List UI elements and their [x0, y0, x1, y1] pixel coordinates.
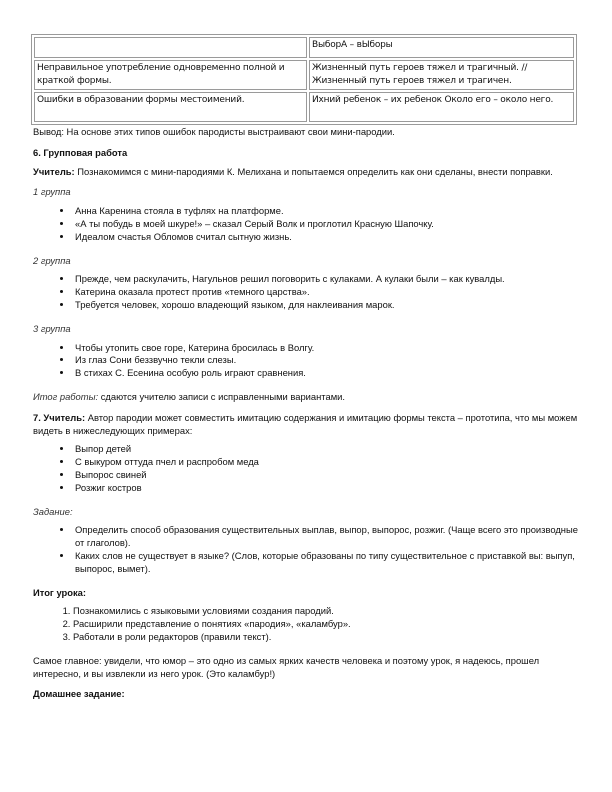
- list-item: 2. Расширили представление о понятиях «пародия», «каламбур».: [73, 618, 581, 631]
- errors-table: [31, 34, 577, 125]
- group-list: [33, 205, 581, 243]
- summary-heading: Итог урока:: [33, 586, 87, 598]
- group-title: 1 группа: [33, 186, 71, 198]
- section7-label: 7. Учитель:: [33, 411, 86, 423]
- list-item: • С выкуром оттуда пчел и распробом меда: [73, 456, 581, 469]
- teacher-label: Учитель:: [33, 165, 75, 177]
- main-conclusion-text: Самое главное: увидели, что юмор – это одно из самых ярких качеств человека и поэтому урок, я надеюсь, прошел интересно, и вы извлекли из него урок. (Это каламбур!): [33, 654, 540, 679]
- homework-heading: Домашнее задание:: [33, 688, 125, 700]
- table-cell: ВыборА – вЫборы: [309, 37, 574, 58]
- group-list: [33, 342, 581, 380]
- conclusion-text: Вывод: На основе этих типов ошибок пародисты выстраивают свои мини-пародии.: [33, 126, 395, 137]
- table-cell: Ошибки в образовании формы местоимений.: [34, 92, 307, 122]
- list-item: • Анна Каренина стояла в туфлях на платформе.: [73, 205, 581, 218]
- list-item: • Прежде, чем раскулачить, Нагульнов решил поговорить с кулаками. А кулаки были – как кувалды.: [73, 273, 581, 286]
- table-cell: Ихний ребенок – их ребенок Около его – около него.: [309, 92, 574, 122]
- list-item: • «А ты побудь в моей шкуре!» – сказал Серый Волк и проглотил Красную Шапочку.: [73, 218, 581, 231]
- list-item: • Из глаз Сони беззвучно текли слезы.: [73, 354, 581, 367]
- section7-paragraph: [33, 412, 581, 438]
- list-item: 3. Работали в роли редакторов (правили текст).: [73, 631, 581, 644]
- group-list: [33, 273, 581, 311]
- list-item: • В стихах С. Есенина особую роль играют сравнения.: [73, 367, 581, 380]
- task-list: [33, 524, 581, 575]
- table-row: [34, 37, 574, 58]
- section7-text: Автор пародии может совместить имитацию содержания и имитацию формы текста – прототипа, что мы можем видеть в нижеследующих примерах:: [33, 411, 578, 436]
- list-item: • Выпор детей: [73, 443, 581, 456]
- list-item: • Определить способ образования существительных выплав, выпор, выпорос, розжиг. (Чаще всего это производные от глаголов).: [73, 524, 581, 550]
- examples-list: [33, 443, 581, 494]
- list-item: • Катерина оказала протест против «темного царства».: [73, 286, 581, 299]
- group-title: 3 группа: [33, 322, 71, 334]
- list-item: • Выпорос свиней: [73, 469, 581, 482]
- table-cell: Жизненный путь героев тяжел и трагичный. // Жизненный путь героев тяжел и трагичен.: [309, 60, 574, 90]
- teacher-paragraph: [33, 166, 581, 179]
- result-paragraph: [33, 391, 581, 404]
- table-row: [34, 92, 574, 122]
- table-cell: [34, 37, 307, 58]
- result-label: Итог работы:: [33, 390, 99, 402]
- teacher-text: Познакомимся с мини-пародиями К. Мелихана и попытаемся определить как они сделаны, внести поправки.: [74, 165, 553, 177]
- list-item: • Розжиг костров: [73, 482, 581, 495]
- task-title: Задание:: [33, 505, 73, 517]
- list-item: 1. Познакомились с языковыми условиями создания пародий.: [73, 605, 581, 618]
- document-page: [33, 34, 581, 701]
- summary-list: [33, 605, 581, 643]
- list-item: • Каких слов не существует в языке? (Слов, которые образованы по типу существительное с приставкой вы: выпуп, выпорос, вымет).: [73, 550, 581, 576]
- group-title: 2 группа: [33, 254, 71, 266]
- section-heading: 6. Групповая работа: [33, 146, 128, 158]
- table-cell: Неправильное употребление одновременно полной и краткой формы.: [34, 60, 307, 90]
- result-text: сдаются учителю записи с исправленными вариантами.: [98, 390, 345, 402]
- table-row: [34, 60, 574, 90]
- list-item: • Чтобы утопить свое горе, Катерина бросилась в Волгу.: [73, 342, 581, 355]
- list-item: • Идеалом счастья Обломов считал сытную жизнь.: [73, 231, 581, 244]
- list-item: • Требуется человек, хорошо владеющий языком, для наклеивания марок.: [73, 299, 581, 312]
